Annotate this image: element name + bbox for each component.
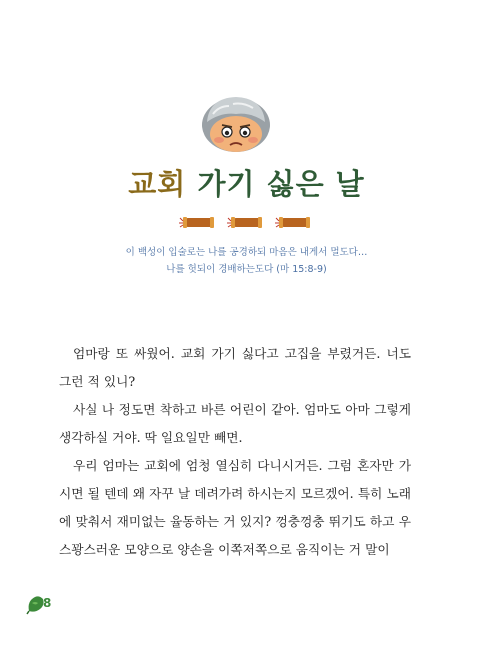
scroll-icon bbox=[275, 217, 310, 228]
page-number: 8 bbox=[43, 596, 52, 610]
bible-verse bbox=[0, 244, 493, 278]
paragraph: 사실 나 정도면 착하고 바른 어린이 같아. 엄마도 아마 그렇게 생각하실 거야. 딱 일요일만 빼면. bbox=[59, 402, 411, 445]
title-part2: 가기 싫은 날 bbox=[197, 167, 365, 201]
scroll-icon bbox=[179, 217, 214, 228]
scroll-icon bbox=[227, 217, 262, 228]
title-part1: 교회 bbox=[128, 167, 187, 201]
paragraph: 엄마랑 또 싸웠어. 교회 가기 싫다고 고집을 부렸거든. 너도 그런 적 있니? bbox=[59, 346, 411, 389]
verse-line-1: 이 백성이 입술로는 나를 공경하되 마음은 내게서 멀도다… bbox=[125, 247, 368, 258]
body-text bbox=[59, 340, 411, 564]
ornament-row bbox=[178, 212, 314, 230]
verse-line-2: 나를 헛되이 경배하는도다 (마 15:8-9) bbox=[166, 264, 327, 275]
page-title bbox=[0, 164, 493, 204]
child-face-icon bbox=[199, 92, 273, 154]
paragraph: 우리 엄마는 교회에 엄청 열심히 다니시거든. 그럼 혼자만 가시면 될 텐데 왜 자꾸 날 데려가려 하시는지 모르겠어. 특히 노래에 맞춰서 재미없는 율동하는 거 있지? 껑충껑충 뛰기도 하고 우스꽝스러운 모양으로 양손을 이쪽저쪽으로 움직이는 거 말이 bbox=[59, 458, 411, 557]
